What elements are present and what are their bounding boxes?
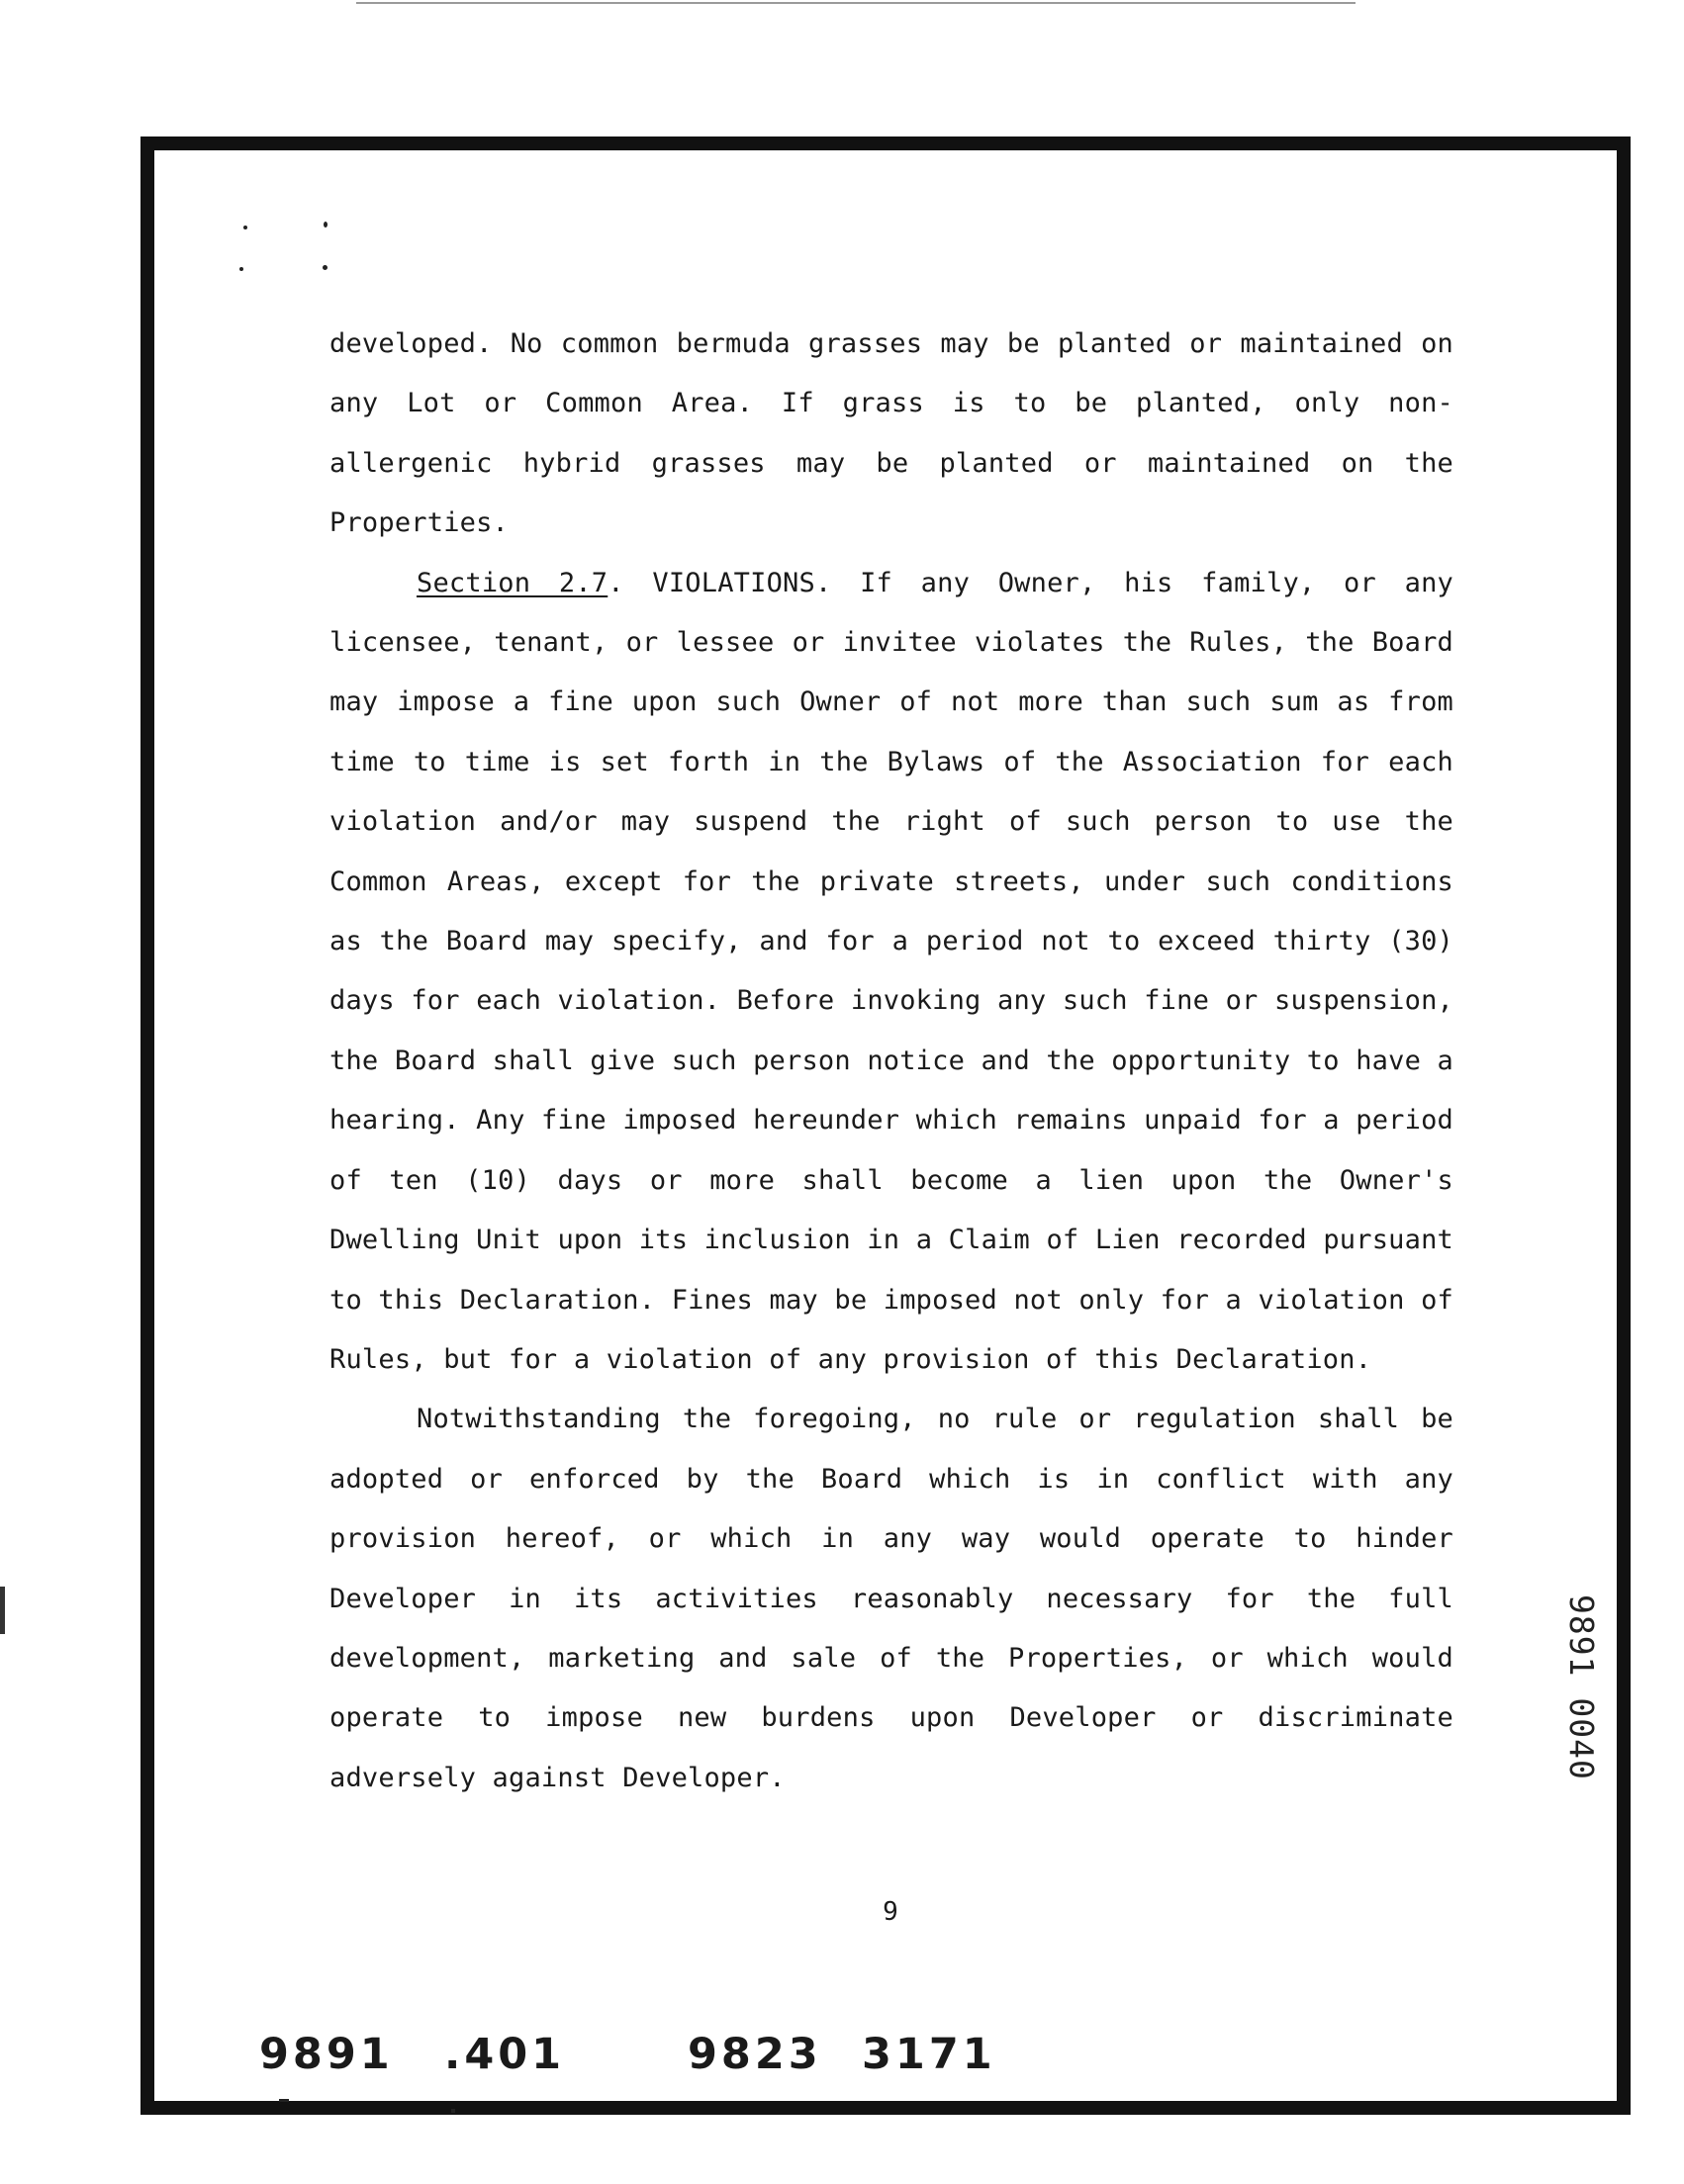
footer-dot-mark (451, 2109, 455, 2113)
left-edge-mark (0, 1587, 5, 1634)
top-scan-rule (356, 2, 1356, 4)
bates-number: 9891 (259, 2030, 394, 2079)
bates-number: 3171 (862, 2030, 996, 2079)
scan-speck (323, 265, 327, 270)
bates-number: 9823 (688, 2030, 822, 2079)
document-body (329, 315, 1453, 1808)
frame-tick-mark (809, 142, 819, 145)
scan-speck (239, 267, 243, 271)
page-number: 9 (883, 1897, 898, 1927)
scan-speck (324, 222, 327, 228)
bates-number: .401 (444, 2030, 566, 2079)
paragraph-violations (329, 554, 1453, 1391)
paragraph-notwithstanding (329, 1390, 1453, 1808)
footer-dash-mark (279, 2099, 289, 2102)
paragraph-landscaping (329, 315, 1453, 554)
section-label: Section 2.7 (417, 567, 608, 598)
paragraph-text: developed. No common bermuda grasses may be planted or maintained on any Lot or Common Area. If grass is to be planted, only non-allergenic hybrid grasses may be planted or maintained on the Properties. (329, 328, 1453, 539)
paragraph-text: Notwithstanding the foregoing, no rule or regulation shall be adopted or enforced by the Board which is in conflict with any provision hereof, or which in any way would operate to hinder Developer in its activities reasonably necessary for the full development, marketing and sale of the Properties, or which would operate to impose new burdens upon Developer or discriminate adversely against Developer. (329, 1404, 1453, 1793)
side-stamp: 9891 0040 (1562, 1594, 1601, 1780)
scan-speck (243, 226, 247, 229)
paragraph-text: . VIOLATIONS. If any Owner, his family, or any licensee, tenant, or lessee or invitee violates the Rules, the Board may impose a fine upon such Owner of not more than such sum as from time to time is set forth in the Bylaws of the Association for each violation and/or may suspend the right of such person to use the Common Areas, except for the private streets, under such conditions as the Board may specify, and for a period not to exceed thirty (30) days for each violation. Before invoking any such fine or suspension, the Board shall give such person notice and the opportunity to have a hearing. Any fine imposed hereunder which remains unpaid for a period of ten (10) days or more shall become a lien upon the Owner's Dwelling Unit upon its inclusion in a Claim of Lien recorded pursuant to this Declaration. Fines may be imposed not only for a violation of Rules, but for a violation of any provision of this Declaration. (329, 567, 1454, 1375)
